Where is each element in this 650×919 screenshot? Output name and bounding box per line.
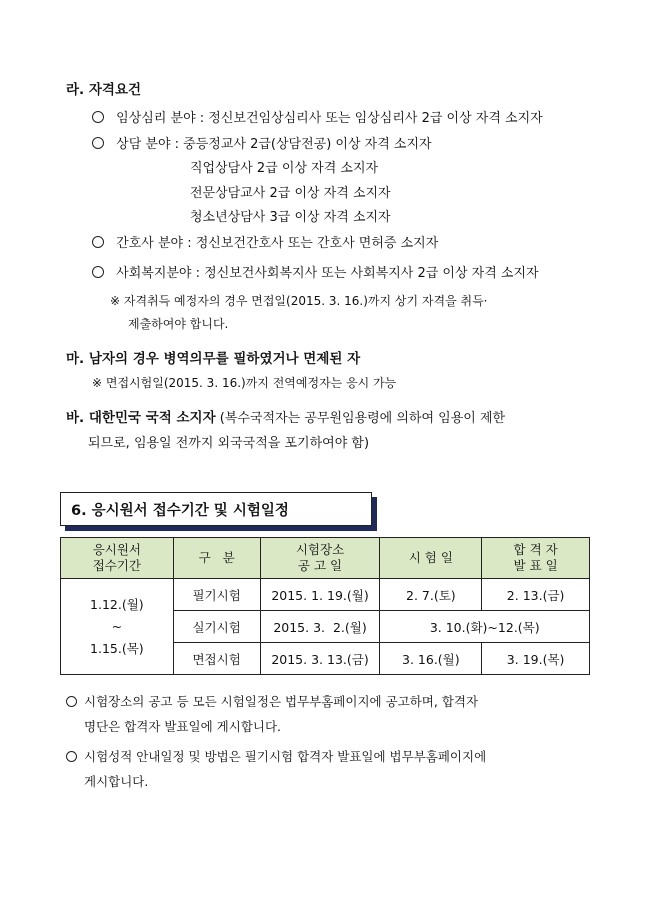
schedule-note xyxy=(66,743,596,797)
circle-bullet-icon xyxy=(66,696,77,707)
qualification-sub-item: 직업상담사 2급 이상 자격 소지자 xyxy=(190,161,379,176)
qualification-item xyxy=(92,262,539,281)
schedule-note-line2: 명단은 합격자 발표일에 게시합니다. xyxy=(84,719,282,734)
header-exam-date: 시 험 일 xyxy=(380,538,482,579)
exam-type: 필기시험 xyxy=(173,579,260,611)
exam-type: 실기시험 xyxy=(173,611,260,643)
table-row xyxy=(61,579,590,611)
schedule-note-line2: 게시합니다. xyxy=(84,774,149,789)
qualification-text: 상담 분야 : 중등정교사 2급(상담전공) 이상 자격 소지자 xyxy=(116,137,432,152)
qualification-text: 사회복지분야 : 정신보건사회복지사 또는 사회복지사 2급 이상 자격 소지자 xyxy=(116,266,539,281)
section-ba-text: (복수국적자는 공무원임용령에 의하여 임용이 제한 xyxy=(215,411,506,426)
header-type: 구 분 xyxy=(173,538,260,579)
result-date: 3. 19.(목) xyxy=(482,643,590,675)
exam-date: 3. 16.(월) xyxy=(380,643,482,675)
schedule-note-line1: 시험장소의 공고 등 모든 시험일정은 법무부홈페이지에 공고하며, 합격자 xyxy=(84,694,479,709)
schedule-table xyxy=(60,537,590,675)
schedule-note xyxy=(66,688,596,742)
notice-date: 2015. 3. 2.(월) xyxy=(260,611,380,643)
notice-date: 2015. 1. 19.(월) xyxy=(260,579,380,611)
qualification-note-line2: 제출하여야 합니다. xyxy=(128,317,229,331)
section-ba-line1 xyxy=(66,406,505,426)
header-notice-date: 시험장소 공 고 일 xyxy=(260,538,380,579)
circle-bullet-icon xyxy=(92,111,104,123)
section-ma-heading: 마. 남자의 경우 병역의무를 필하였거나 면제된 자 xyxy=(66,351,361,367)
result-date: 2. 13.(금) xyxy=(482,579,590,611)
qualification-item xyxy=(92,133,432,152)
application-period: 1.12.(월) ~ 1.15.(목) xyxy=(61,579,174,675)
section6-title-box xyxy=(60,492,372,526)
schedule-note-line1: 시험성적 안내일정 및 방법은 필기시험 합격자 발표일에 법무부홈페이지에 xyxy=(84,749,487,764)
circle-bullet-icon xyxy=(92,137,104,149)
qualification-sub-item: 청소년상담사 3급 이상 자격 소지자 xyxy=(190,210,391,225)
qualification-note-line1: ※ 자격취득 예정자의 경우 면접일(2015. 3. 16.)까지 상기 자격을 취득· xyxy=(110,294,488,308)
header-period: 응시원서 접수기간 xyxy=(61,538,174,579)
qualification-item xyxy=(92,107,543,126)
exam-date-merged: 3. 10.(화)~12.(목) xyxy=(380,611,590,643)
circle-bullet-icon xyxy=(92,266,104,278)
section6-title: 6. 응시원서 접수기간 및 시험일정 xyxy=(71,503,289,519)
military-note: ※ 면접시험일(2015. 3. 16.)까지 전역예정자는 응시 가능 xyxy=(92,376,397,390)
exam-type: 면접시험 xyxy=(173,643,260,675)
section-ra-heading: 라. 자격요건 xyxy=(66,82,142,98)
table-header-row xyxy=(61,538,590,579)
qualification-sub-item: 전문상담교사 2급 이상 자격 소지자 xyxy=(190,186,391,201)
qualification-text: 간호사 분야 : 정신보건간호사 또는 간호사 면허증 소지자 xyxy=(116,236,439,251)
notice-date: 2015. 3. 13.(금) xyxy=(260,643,380,675)
section-ba-heading: 바. 대한민국 국적 소지자 xyxy=(66,410,216,426)
circle-bullet-icon xyxy=(66,751,77,762)
qualification-text: 임상심리 분야 : 정신보건임상심리사 또는 임상심리사 2급 이상 자격 소지자 xyxy=(116,111,543,126)
header-result-date: 합 격 자 발 표 일 xyxy=(482,538,590,579)
section-ba-line2: 되므로, 임용일 전까지 외국국적을 포기하여야 함) xyxy=(88,436,370,451)
exam-date: 2. 7.(토) xyxy=(380,579,482,611)
qualification-item xyxy=(92,232,438,251)
circle-bullet-icon xyxy=(92,236,104,248)
